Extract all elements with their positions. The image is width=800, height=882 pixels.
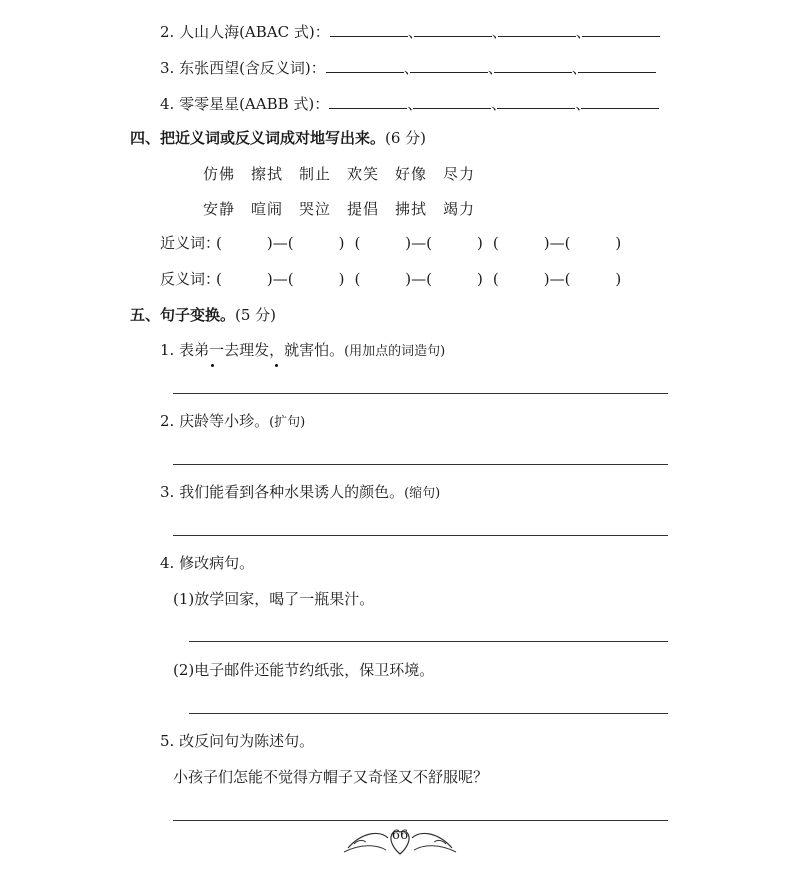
sub-item-2: (2)电子邮件还能节约纸张，保卫环境。	[173, 661, 435, 679]
question-4: 4. 零零星星(AABB 式)： 、 、 、	[160, 94, 659, 114]
item-5-sentence: 小孩子们怎能不觉得方帽子又奇怪又不舒服呢？	[173, 768, 489, 786]
word-item: 提倡	[347, 200, 380, 218]
word-item: 好像	[395, 165, 428, 183]
emphasis-dot	[275, 364, 278, 367]
antonym-pair-2[interactable]: ( )—( )	[354, 270, 483, 288]
section-4-score: (6 分)	[385, 129, 427, 147]
item-1-text: 1. 表弟一去理发，就害怕。	[160, 341, 345, 359]
question-4-label: 4. 零零星星(AABB 式)：	[160, 95, 330, 113]
word-item: 拂拭	[395, 200, 428, 218]
word-item: 哭泣	[299, 200, 332, 218]
section-5-heading	[130, 305, 276, 325]
question-3-label: 3. 东张西望(含反义词)：	[160, 59, 326, 77]
item-2-note: (扩句)	[269, 415, 306, 430]
word-item: 制止	[299, 165, 332, 183]
item-4	[160, 553, 254, 573]
answer-line[interactable]	[173, 820, 668, 821]
section-4-title: 四、把近义词或反义词成对地写出来。	[130, 129, 386, 147]
answer-blank[interactable]	[498, 22, 576, 37]
item-5: 5. 改反问句为陈述句。	[160, 732, 315, 750]
synonym-label: 近义词：	[160, 234, 221, 252]
synonym-pair-2[interactable]: ( )—( )	[354, 234, 483, 252]
answer-blank[interactable]	[582, 22, 660, 37]
answer-blank[interactable]	[413, 94, 491, 109]
answer-blank[interactable]	[414, 22, 492, 37]
page-footer	[340, 822, 460, 862]
answer-line[interactable]	[173, 464, 668, 465]
answer-line[interactable]	[173, 535, 668, 536]
answer-blank[interactable]	[497, 94, 575, 109]
antonym-label: 反义词：	[160, 270, 221, 288]
section-4-heading	[130, 128, 426, 148]
item-1-note: (用加点的词造句)	[344, 344, 446, 359]
answer-line[interactable]	[173, 393, 668, 394]
word-row-1	[203, 164, 491, 184]
answer-blank[interactable]	[326, 58, 404, 73]
answer-blank[interactable]	[581, 94, 659, 109]
answer-blank[interactable]	[330, 22, 408, 37]
item-1	[160, 340, 445, 362]
word-item: 安静	[203, 200, 236, 218]
word-row-2	[203, 199, 491, 219]
emphasis-dot	[211, 364, 214, 367]
question-2: 2. 人山人海(ABAC 式)： 、 、 、	[160, 22, 660, 42]
answer-line[interactable]	[189, 713, 668, 714]
item-3	[160, 482, 440, 504]
section-5-score: (5 分)	[235, 306, 277, 324]
word-item: 擦拭	[251, 165, 284, 183]
answer-blank[interactable]	[329, 94, 407, 109]
synonym-pair-1[interactable]: ( )—( )	[216, 234, 345, 252]
synonym-pair-3[interactable]: ( )—( )	[492, 234, 622, 252]
word-item: 仿佛	[203, 165, 236, 183]
synonym-row	[160, 233, 621, 253]
antonym-row	[160, 269, 621, 289]
answer-blank[interactable]	[410, 58, 488, 73]
sub-item-1: (1)放学回家，喝了一瓶果汁。	[173, 590, 375, 608]
item-3-note: (缩句)	[404, 486, 441, 501]
item-3-text: 3. 我们能看到各种水果诱人的颜色。	[160, 483, 405, 501]
answer-line[interactable]	[189, 641, 668, 642]
word-item: 尽力	[443, 165, 476, 183]
item-2-text: 2. 庆龄等小珍。	[160, 412, 270, 430]
antonym-pair-1[interactable]: ( )—( )	[216, 270, 345, 288]
item-4-text: 4. 修改病句。	[160, 554, 255, 572]
word-item: 竭力	[443, 200, 476, 218]
question-3: 3. 东张西望(含反义词)： 、 、 、	[160, 58, 656, 78]
word-item: 欢笑	[347, 165, 380, 183]
answer-blank[interactable]	[494, 58, 572, 73]
antonym-pair-3[interactable]: ( )—( )	[492, 270, 622, 288]
answer-blank[interactable]	[578, 58, 656, 73]
section-5-title: 五、句子变换。	[130, 306, 236, 324]
page-number: 66	[391, 828, 409, 843]
word-item: 喧闹	[251, 200, 284, 218]
item-2	[160, 411, 305, 433]
question-2-label: 2. 人山人海(ABAC 式)：	[160, 23, 330, 41]
